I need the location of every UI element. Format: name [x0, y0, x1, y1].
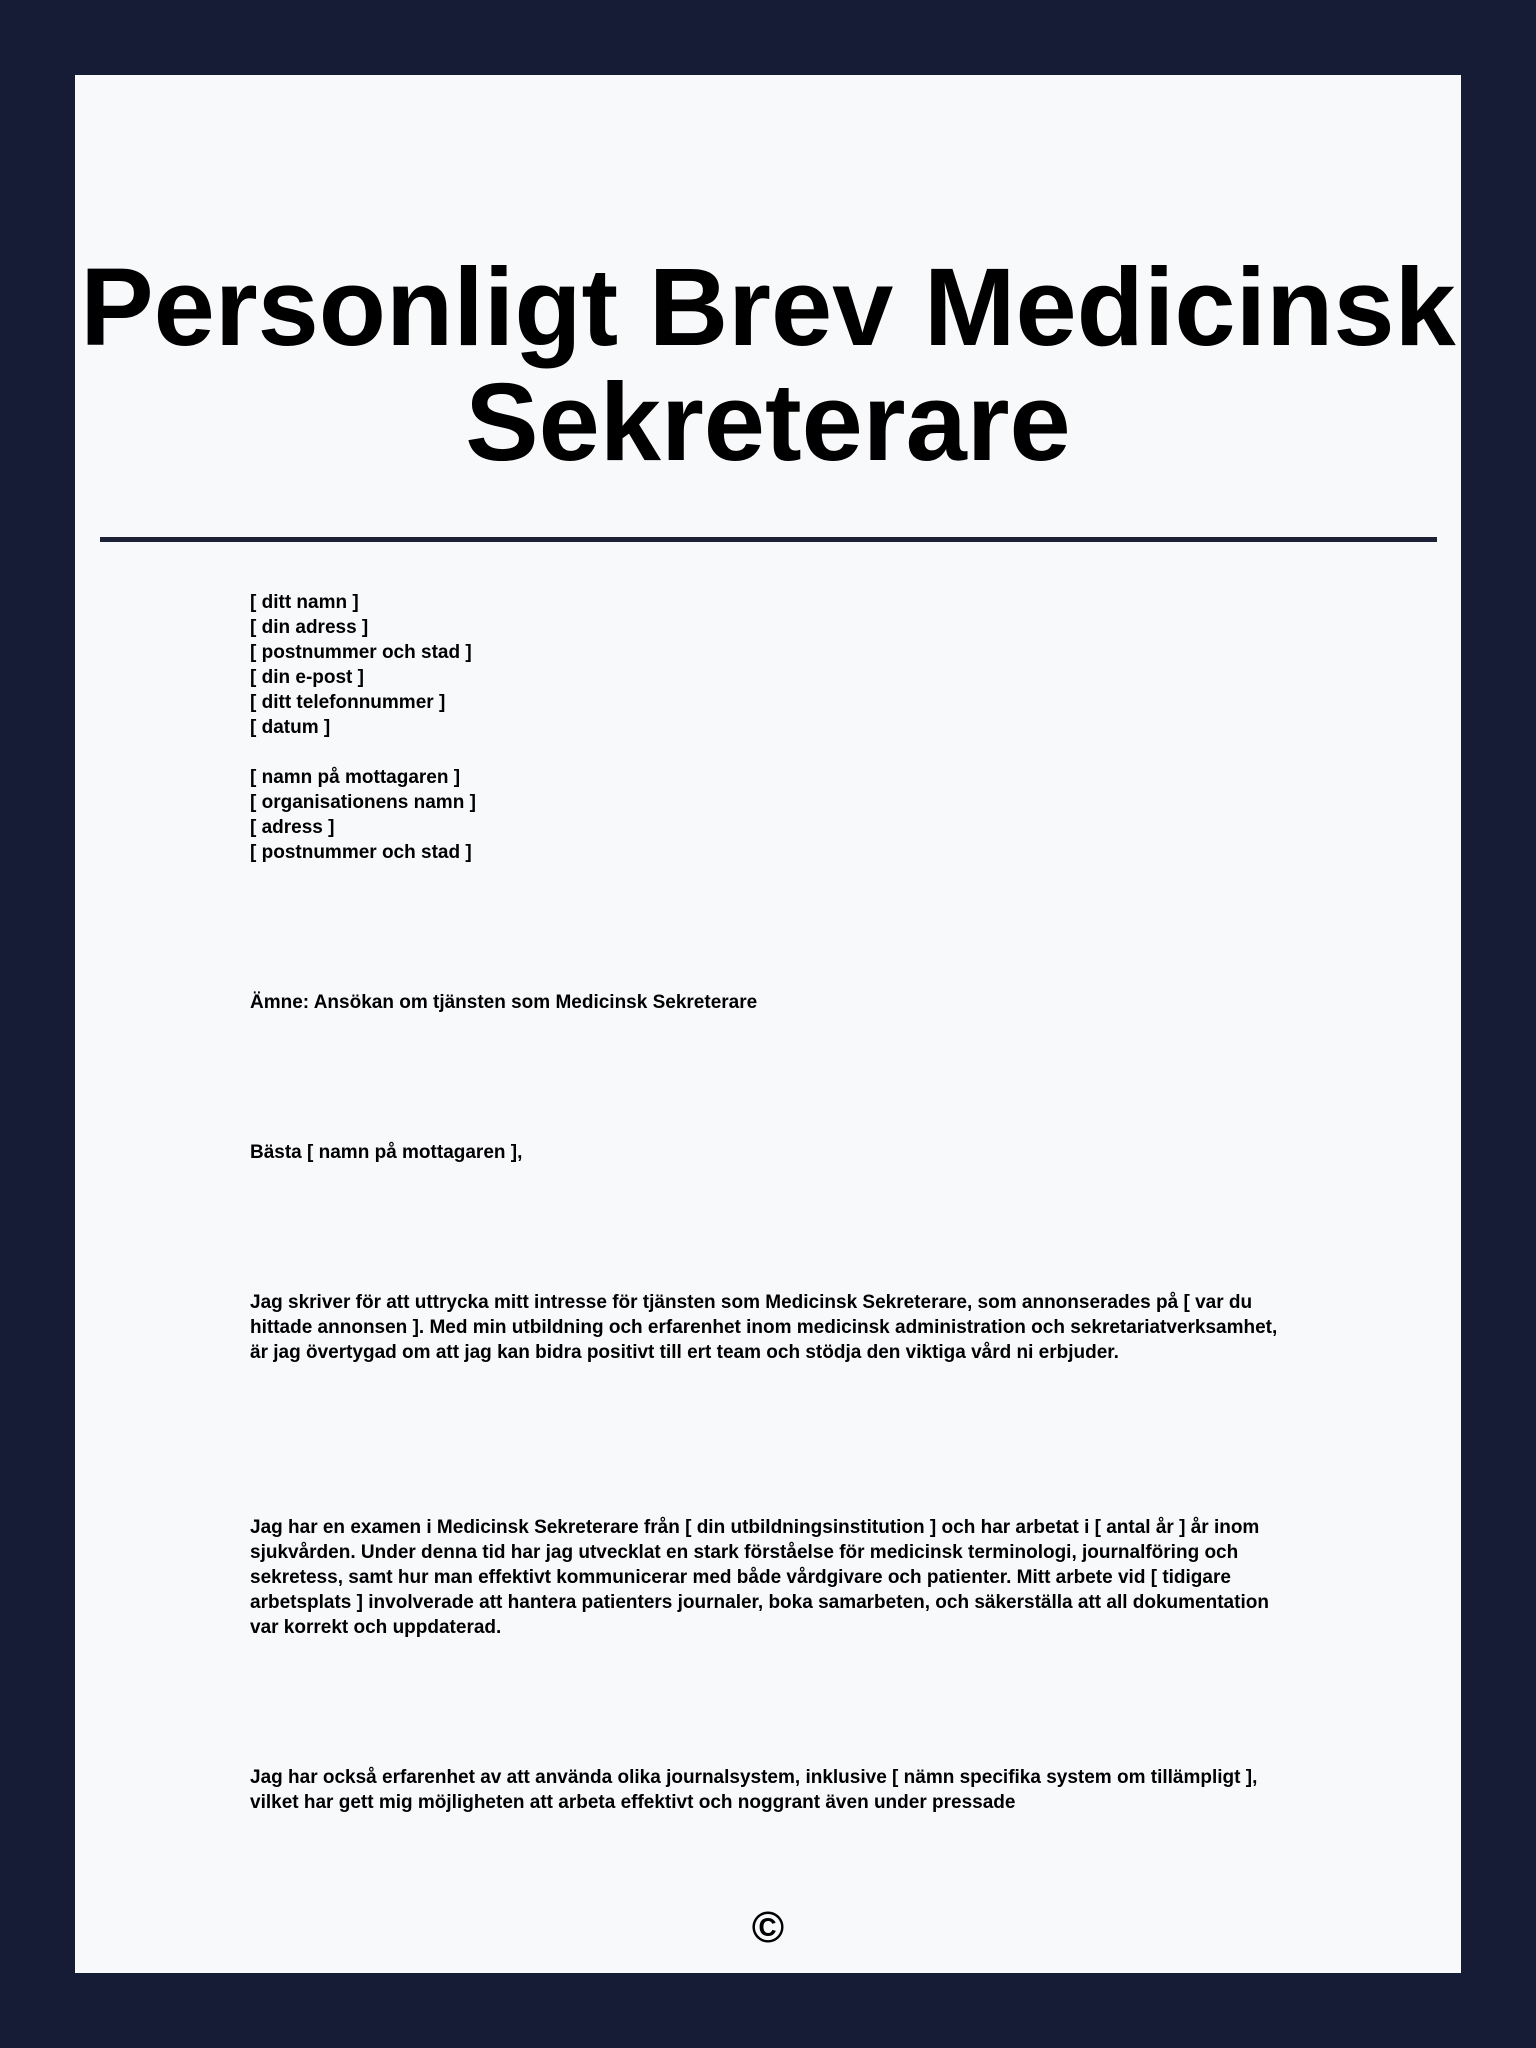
address-spacer	[250, 740, 1280, 765]
sender-name: [ ditt namn ]	[250, 592, 359, 613]
sender-email: [ din e-post ]	[250, 667, 364, 688]
recipient-address: [ adress ]	[250, 817, 335, 838]
document-page	[75, 75, 1461, 1973]
title-divider	[100, 537, 1437, 542]
recipient-postal-city: [ postnummer och stad ]	[250, 842, 472, 863]
sender-postal-city: [ postnummer och stad ]	[250, 642, 472, 663]
body-paragraph: Jag har en examen i Medicinsk Sekreterare från [ din utbildningsinstitution ] och har arbetat i [ antal år ] år inom sjukvården. Under denna tid har jag utvecklat en stark förståelse för medicinsk terminologi, journalföring och sekretess, samt hur man effektivt kommunicerar med både vårdgivare och patienter. Mitt arbete vid [ tidigare arbetsplats ] involverade att hantera patienters journaler, boka samarbeten, och säkerställa att all dokumentation var korrekt och uppdaterad.	[250, 1517, 1269, 1638]
letter-greeting: Bästa [ namn på mottagaren ],	[250, 1142, 523, 1163]
body-paragraph: Jag har också erfarenhet av att använda olika journalsystem, inklusive [ nämn specifika system om tillämpligt ], vilket har gett mig möjligheten att arbeta effektivt och noggrant även under pressade	[250, 1767, 1258, 1813]
page-title: Personligt Brev Medicinsk Sekreterare	[80, 246, 1456, 484]
body-paragraph: Jag skriver för att uttrycka mitt intresse för tjänsten som Medicinsk Sekreterare, som annonserades på [ var du hittade annonsen ]. Med min utbildning och erfarenhet inom medicinsk administration och sekretariatverksamhet, är jag övertygad om att jag kan bidra positivt till ert team och stödja den viktiga vård ni erbjuder.	[250, 1292, 1278, 1363]
sender-address: [ din adress ]	[250, 617, 369, 638]
letter-subject: Ämne: Ansökan om tjänsten som Medicinsk Sekreterare	[250, 992, 758, 1013]
address-block	[250, 590, 1280, 865]
recipient-organization: [ organisationens namn ]	[250, 792, 476, 813]
recipient-name: [ namn på mottagaren ]	[250, 767, 461, 788]
sender-phone: [ ditt telefonnummer ]	[250, 692, 446, 713]
copyright-icon: ©	[751, 1903, 785, 1952]
letter-date: [ datum ]	[250, 717, 331, 738]
